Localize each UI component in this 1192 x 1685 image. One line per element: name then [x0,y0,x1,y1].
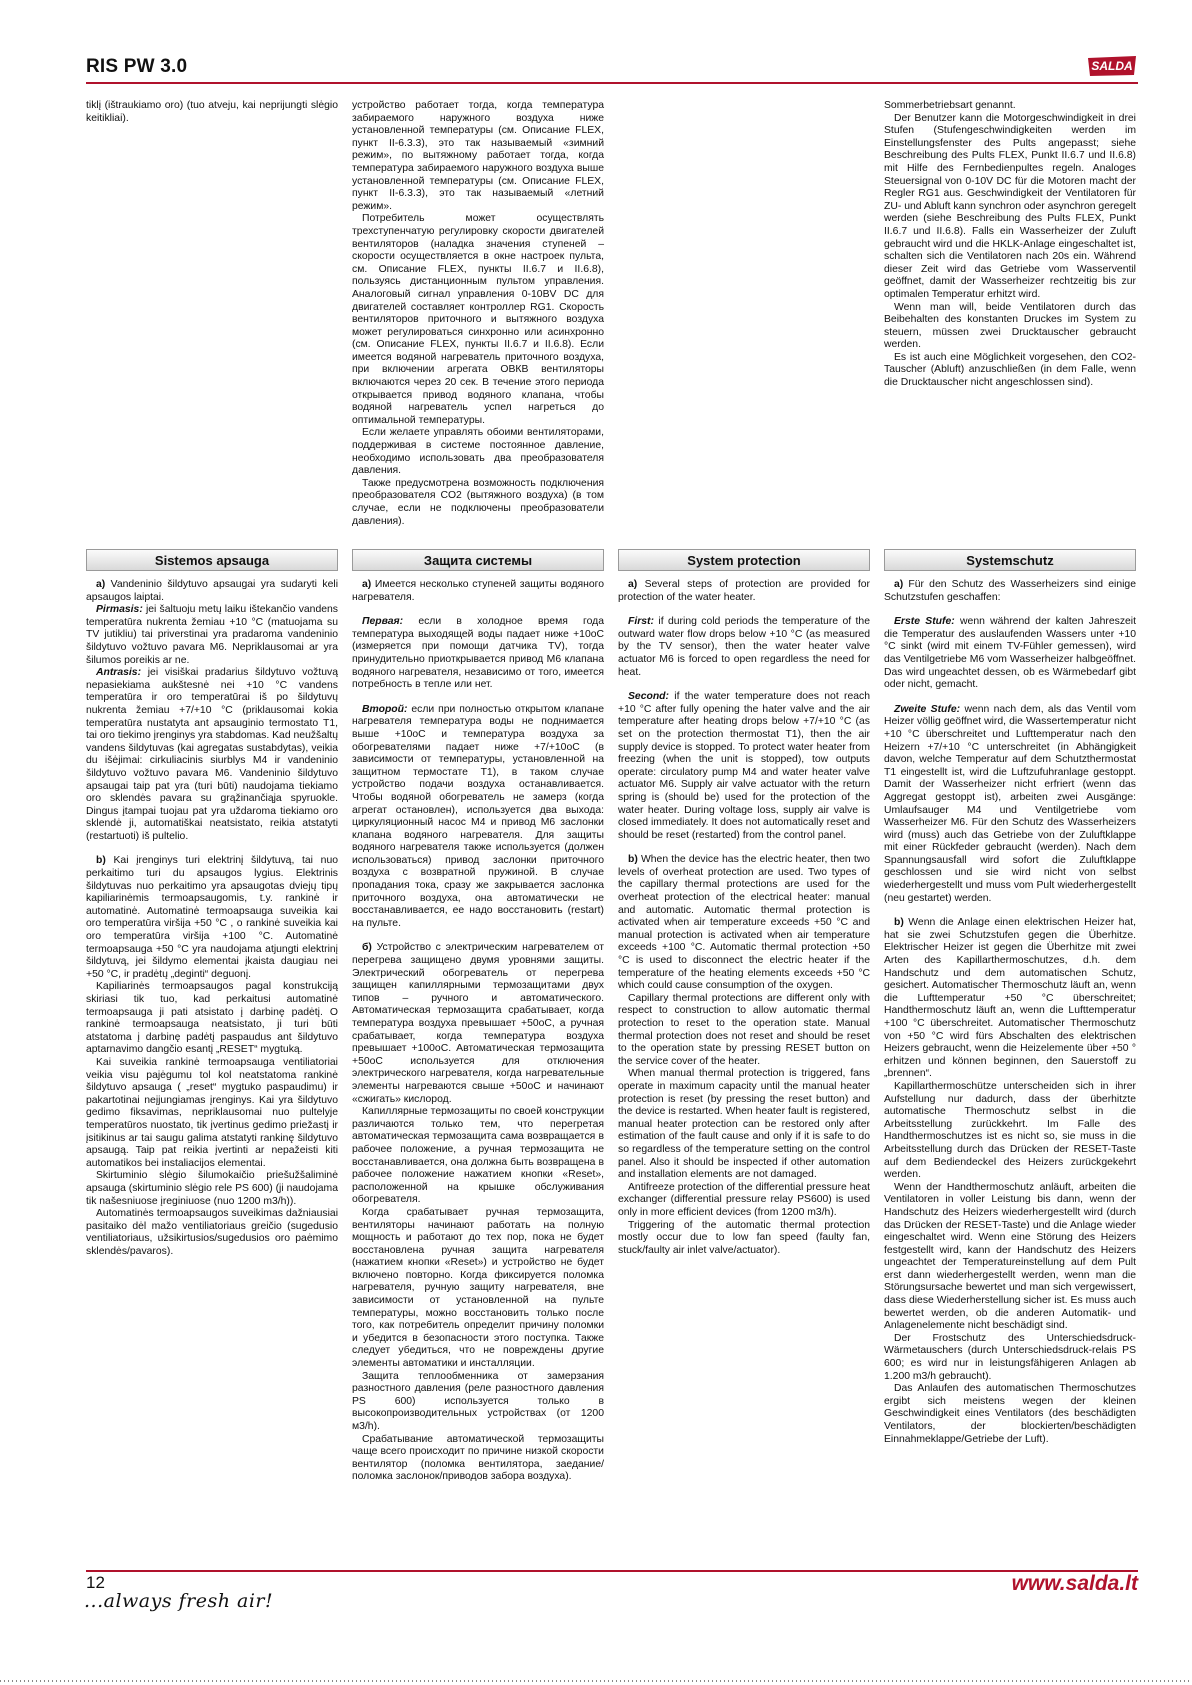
top-text-lt [86,100,338,125]
paragraph: Потребитель может осуществлять трехступенчатую регулировку скорости двигателей вентиляторов (наладка значения ступеней – скорости осуществляется в окне настроек пульта, см. Описание FLEX, пункты II.6.7 и II.6.8), пользуясь дистанционным пультом управления. Аналоговый сигнал управления 0-10BV DC для двигателей составляет контроллер RG1. Скорость вентиляторов приточного и вытяжного воздуха может регулироваться синхронно или асинхронно (см. Описание FLEX, пункты II.6.7 и II.6.8). Если имеется водяной нагреватель приточного воздуха, при включении агрегата ОВКВ вентиляторы включаются через 20 сек. В течение этого периода открывается привод водяного клапана, чтобы водяной нагреватель успел нагреться до оптимальной температуры. [352,213,604,426]
paragraph: wenn während der kalten Jahreszeit die Temperatur des auslaufenden Wassers unter +10 °C sinkt (wird mit einem TV-Fühler gemessen), wird das Ventilgetriebe M6 vom Wasserheizer halbgeöffnet. Das wird ungeachtet dessen, ob es Wärmebedarf gibt oder nicht, gemacht. [884,616,1136,691]
top-text-de [884,100,1136,390]
paragraph: Срабатывание автоматической термозащиты чаще всего происходит по причине низкой скорости вентилятор (поломка вентилятора, заедание/поломка заслонок/приводов забора воздуха). [352,1433,604,1483]
item-label: b) [96,855,106,867]
paragraph: Если желаете управлять обоими вентиляторами, поддерживая в системе постоянное давление, необходимо использовать два преобразователя давления. [352,427,604,477]
paragraph: Wenn der Handthermoschutz anläuft, arbeiten die Ventilatoren in voller Leistung bis dann, wenn der Handschutz des Heizers wiederhergestellt wird (durch das Drücken der RESET-Taste) und die Anlage wieder eingeschaltet wird. Wenn eine Störung des Heizers festgestellt wird, kann der Handschutz des Heizers ungeachtet der Temperatureinstellung auf dem Pult erst dann wiederhergestellt werden, wenn man die Störungsursache bewertet und man sich vergewissert, dass diese Wiederherstellung sicher ist. Es muss auch bewertet werden, ob die anderen Automatik- und Anlagenelemente nicht beschädigt sind. [884,1181,1136,1332]
page-number: 12 [86,1573,105,1592]
document-title: RIS PW 3.0 [86,56,188,77]
paragraph: tiklį (ištraukiamo oro) (tuo atveju, kai neprijungti slėgio keitikliai). [86,100,338,124]
website-link[interactable]: www.salda.lt [1011,1572,1138,1595]
section-title-lt: Sistemos apsauga [86,549,338,571]
paragraph: jei šaltuoju metų laiku ištekančio vandens temperatūra nukrenta žemiau +10 °C (matuojama su TV jutikliu) tai priverstinai yra pradaroma vandeninio šildytuvo vožtuvo pavara M6. Nepriklausomai ar yra šilumos poreikis ar ne. [86,604,338,666]
svg-text:SALDA: SALDA [1091,59,1133,73]
paragraph: if the water temperature does not reach +10 °C after fully opening the hater valve and the air temperature after heating drops below +7/+10 °C (as set on the protection thermostat T1), then the air supply device is stopped. To protect water heater from freezing (when the unit is stopped), tow outputs operate: circulatory pump M4 and water heater valve actuator M6. Supply air valve actuator with the return spring is (should be) used for the protection of the water heater. During voltage loss, supply air valve is closed immediately. It does not automatically reset and should be reset (restarted) from the control panel. [618,691,870,841]
paragraph: Sommerbetriebsart genannt. [884,100,1016,111]
top-text-ru [352,100,604,528]
paragraph: When the device has the electric heater, then two levels of overheat protection are used. Two types of the capillary thermal protections are used for the overheat protection of the electrical heater: manual and automatic. Automatic thermal protection is activated when air temperature exceeds +50 °C and manual protection is activated when air temperature exceeds +100 °C. Automatic thermal protection +50 °C is used to disconnect the electric heater if the temperature of the heating elements exceeds +50 °C which could cause consumption of the oxygen. [618,854,871,992]
section-column-lt [86,579,338,1258]
section-title-en: System protection [618,549,870,571]
paragraph: Der Benutzer kann die Motorgeschwindigkeit in drei Stufen (Stufengeschwindigkeiten werden im Einstellungsfenster des Pults angepasst; siehe Beschreibung des Pults FLEX, Punkt II.6.7 und II.6.8) mit Hilfe des Fernbedienpultes regeln. Analoges Steuersignal von 0-10V DC für die Motoren macht der Regler RG1 aus. Geschwindigkeit der Ventilatoren für ZU- und Abluft kann synchron oder asynchron geregelt werden (siehe Beschreibung des Pults FLEX, Punkt II.6.7 und II.6.8). Falls ein Wasserheizer der Zuluft gebraucht wird und die HKLK-Anlage eingeschaltet ist, schalten sich die Ventilatoren nach 20s ein. Während dieser Zeit wird das Getriebe vom Wasserventil geöffnet, damit der Wasserheizer rechtzeitig bis zur optimalen Temperatur erhitzt wird. [884,112,1136,300]
paragraph: Capillary thermal protections are different only with respect to construction to allow automatic thermal protection to reset to the operation state. Manual thermal protection does not reset and should be reset to the operation state by pressing RESET button on the service cover of the heater. [618,992,870,1067]
paragraph: Vandeninio šildytuvo apsaugai yra sudaryti keli apsaugos laiptai. [86,579,338,603]
paragraph: если в холодное время года температура выходящей воды падает ниже +10oC (измеряется при помощи датчика TV), тогда принудительно приоткрывается привод M6 клапана водяного нагревателя, независимо от того, имеется потребность в тепле или нет. [352,616,604,691]
section-column-de [884,579,1136,1446]
paragraph: Wenn man will, beide Ventilatoren durch das Beibehalten des konstanten Druckes im System zu steuern, müssen zwei Drucktauscher gebraucht werden. [884,301,1136,351]
paragraph: Когда срабатывает ручная термозащита, вентиляторы начинают работать на полную мощность и работают до тех пор, пока не будет восстановлена ручная защита нагревателя (нажатием кнопки «Reset») и устройство не будет включено повторно. Когда фиксируется поломка нагревателя, ручную защиту нагревателя, вне зависимости от установленной на пульте температуры, можно восстановить только после того, как потребитель определит причину поломки и убедится в безопасности этого поступка. Также следует убедиться, что не повреждены другие элементы автоматики и инсталляции. [352,1206,604,1370]
item-label: Pirmasis: [96,604,143,616]
paragraph: Также предусмотрена возможность подключения преобразователя CO2 (вытяжного воздуха) (в том случае, если не подключены преобразователи давления). [352,477,604,527]
item-label: First: [628,616,654,628]
paragraph: Kai suveikia rankinė termoapsauga ventiliatoriai veikia visu pajėgumu tol kol neatstatoma rankinė šildytuvo apsauga ( „reset“ mygtuko paspaudimu) ir pakartotinai neįjungiamas įrenginys. Kai yra šildytuvo gedimo fiksavimas, nepriklausomai nuo pultelyje temperatūros nuostato, tik įvertinus gedimo priežastį ir įsitikinus ar tai saugu galima atstatyti rankinę šildytuvo apsaugą. Taip pat reikia įvertinti ar nepažeisti kiti automatikos bei instaliacijos elementai. [86,1056,338,1169]
paragraph: Kapillarthermoschütze unterscheiden sich in ihrer Aufstellung nur dadurch, dass der überhitzte automatische Thermoschutz selbst in die Arbeitsstellung zurückkehrt. Im Falle des Handthermoschutzes ist es nicht so, sie muss in die Arbeitsstellung durch das Drücken der RESET-Taste auf dem Bediendeckel des Heizers zurückgekehrt werden. [884,1080,1136,1181]
section-column-ru [352,579,604,1484]
paragraph: Triggering of the automatic thermal protection mostly occur due to low fan speed (faulty fan, stuck/faulty air inlet valve/actuator). [618,1219,870,1256]
section-title-ru: Защита системы [352,549,604,571]
paragraph: wenn nach dem, als das Ventil vom Heizer völlig geöffnet wird, die Wassertemperatur nicht +10 °C überschreitet und Lufttemperatur nach den Heizern +7/+10 °C unterschreitet (in Abhängigkeit davon, welche Temperatur auf dem Schutzthermostat T1 eingestellt ist, wird die Luftzufuhranlage gestoppt. Damit der Wasserheizer nicht erfriert (wenn das Aggregat gestoppt ist), arbeiten zwei Ausgänge: Umlaufsauger M4 und Ventilgetriebe vom Wasserheizer M6. Für den Schutz des Wasserheizers wird (muss) auch das Getriebe von der Zuluftklappe mit einer Rückfeder gebraucht (werden). Nach dem Spannungsausfall wird sofort die Zuluftklappe geschlossen und sie wird nicht von selbst wiederhergestellt und muss vom Pult wiederhergestellt (neu gestartet) werden. [884,703,1136,904]
paragraph: Kai įrenginys turi elektrinį šildytuvą, tai nuo perkaitimo turi du apsaugos lygius. Elektrinis šildytuvas nuo perkaitimo yra apsaugotas dviejų tipų kapiliarinėmis termoapsaugomis, t.y. rankinė ir automatinė. Automatinė termoapsauga suveikia kai oro temperatūra viršija +50 °C , o rankinė suveikia kai oro temperatūra viršija +100 °C. Automatinė termoapsauga +50 °C yra naudojama atjungti elektrinį šildytuvą, jei šildymo elementai įkaista daugiau nei +50 °C, ir pradėtų „deginti“ deguonį. [86,855,338,980]
paragraph: Kapiliarinės termoapsaugos pagal konstrukciją skiriasi tik tuo, kad perkaitusi automatinė termoapsauga ji pati atsistato į darbinę padėtį. O rankinė termoapsauga neatsistato, ji turi būti atstatoma į darbinę padėtį paspaudus ant šildytuvo aptarnavimo dangčio esantį „RESET“ mygtuką. [86,981,338,1056]
paragraph: Für den Schutz des Wasserheizers sind einige Schutzstufen geschaffen: [884,579,1136,603]
paragraph: Skirtuminio slėgio šilumokaičio priešužšaliminė apsauga (skirtuminio slėgio rele PS 600) (ji naudojama tik našesniuose įreginiuose (nuo 1200 m3/h)). [86,1170,338,1207]
paragraph: Das Anlaufen des automatischen Thermoschutzes ergibt sich meistens wegen der kleinen Geschwindigkeit eines Ventilators (des beschädigten Ventilators, der blockierten/beschädigten Einnahmeklappe/Getriebe der Luft). [884,1383,1136,1445]
salda-logo [1086,54,1138,78]
paragraph: Wenn die Anlage einen elektrischen Heizer hat, hat sie zwei Schutzstufen gegen die Überhitze. Elektrischer Heizer ist gegen die Überhitze mit zwei Arten des Kapillarthermoschutzes, d.h. dem Handschutz und dem automatischen Schutz, gesichert. Automatischer Thermoschutz läuft an, wenn die Lufttemperatur +50 °C überschreitet; Handthermoschutz läuft an, wenn die Lufttemperatur +100 °C überschreitet. Automatischer Thermoschutz von +50 °C wird fürs Abschalten des elektrischen Heizers gebraucht, wenn die Heizelemente über +50 ° erhitzen und können beginnen, den Sauerstoff zu „brennen“. [884,917,1136,1080]
section-title-de: Systemschutz [884,549,1136,571]
paragraph: Der Frostschutz des Unterschiedsdruck-Wärmetauschers (durch Unterschiedsdruck-relais PS 600; es wird nur in leistungsfähigeren Anlagen ab 1.200 m3/h gebraucht). [884,1332,1136,1382]
paragraph: Antifreeze protection of the differential pressure heat exchanger (differential pressure relay PS600) is used only in more efficient devices (from 1200 m3/h). [618,1181,870,1218]
paragraph: Es ist auch eine Möglichkeit vorgesehen, den CO2-Tauscher (Abluft) anzuschließen (in dem Falle, wenn die Drucktauscher nicht angeschlossen sind). [884,351,1136,389]
paragraph: if during cold periods the temperature of the outward water flow drops below +10 °C (as measured by the TV sensor), then the water heater valve actuator M6 is forced to open regardless the need for heat. [618,616,870,678]
paragraph: Капиллярные термозащиты по своей конструкции различаются только тем, что перегретая автоматическая термозащита сама возвращается в рабочее положение, а ручная термозащита не восстанавливается, она должна быть возвращена в рабочее положение нажатием кнопки «Reset», расположенной на крышке обслуживания обогревателя. [352,1106,604,1206]
paragraph: jei visiškai pradarius šildytuvo vožtuvą nepasiekiama aukštesnė nei +10 °C vandens temperatūra ir oro temperatūrai iš po šildytuvų nukrenta žemiau +7/+10 °C (priklausomai kokia temperatūra nustatyta ant apsauginio termostato T1, tai oro tiekimo įrenginys yra stabdomas. Kad neužšaltų vandens šildytuvas (kai agregatas sustabdytas), veikia du išėjimai: cirkuliacinis siurblys M4 ir vandeninio šildytuvo vožtuvo pavara M6. Vandeninio šildytuvo apsaugai taip pat yra (turi būti) naudojama tiekiamo oro sklendės pavara su grąžinančiąja spyruokle. Dingus įtampai tuojau pat yra uždaroma tiekiamo oro sklendė ji, automatiškai neatsistato, reikia atstatyti (restartuoti) iš pultelio. [86,667,338,842]
slogan: ...always fresh air! [84,1590,274,1612]
item-label: b) [894,917,904,929]
paragraph: Several steps of protection are provided for protection of the water heater. [618,579,870,603]
page-header [86,54,1138,82]
item-label: Antrasis: [96,667,142,679]
item-label: а) [362,579,372,590]
item-label: a) [96,579,106,590]
paragraph: Automatinės termoapsaugos suveikimas dažniausiai pasitaiko dėl mažo ventiliatoriaus greičio (sugedusio ventiliatoriaus, užsikirtusios/sugedusios oro paėmimo sklendės/pavaros). [86,1208,338,1257]
paragraph: Устройство с электрическим нагревателем от перегрева защищено двумя уровнями защиты. Электрический обогреватель от перегрева защищен капиллярными термозащитами двух типов – ручного и автоматического. Автоматическая термозащита срабатывает, когда температура воздуха превышает +50oC, а ручная срабатывает, когда температура воздуха превышает +100oC. Автоматическая термозащита +50oC используется для отключения электрического нагревателя, когда нагревательные элементы нагреваются свыше +50oC и начинают «сжигать» кислород. [352,942,604,1105]
footer-rule [86,1570,1138,1572]
item-label: Erste Stufe: [894,616,955,628]
item-label: a) [894,579,904,590]
header-rule [86,82,1138,84]
item-label: b) [628,854,638,866]
item-label: б) [362,942,372,954]
paragraph: устройство работает тогда, когда температура забираемого наружного воздуха ниже установленной температуры (см. Описание FLEX, пункт II-6.3.3), это так называемый «зимний режим», по вытяжному работает тогда, когда температура забираемого наружного воздуха выше установленной температуры (см. Описание FLEX, пункт II-6.3.3), это так называемый «летний режим». [352,100,604,212]
section-column-en [618,579,870,1257]
page-edge-dots [0,1680,1192,1682]
item-label: Первая: [362,616,404,628]
paragraph: When manual thermal protection is triggered, fans operate in maximum capacity until the manual heater protection is reset (by pressing the reset button) and the device is restarted. When heater fault is registered, manual heater protection can be restored only after estimation of the fault cause and only if it is safe to do so regardless of the temperature setting on the control panel. Also it should be inspected if other automation and installation elements are not damaged. [618,1068,870,1181]
item-label: Второй: [362,703,408,715]
item-label: Second: [628,691,669,703]
paragraph: если при полностью открытом клапане нагревателя температура воды не поднимается выше +10oC и температура воздуха за обогревателями падает ниже +7/+10oC (в зависимости от температуры, установленной на защитном термостате T1), в таком случае устройство подачи воздуха останавливается. Чтобы водяной обогреватель не замерз (когда агрегат остановлен), используется два выхода: циркуляционный насос M4 и привод M6 заслонки клапана водяного нагревателя. Для защиты водяного нагревателя также используется (должен использоваться) привод заслонки приточного воздуха с возвратной пружиной. В случае пропадания тока, сразу же закрывается заслонка приточного воздуха, она автоматически не восстанавливается, ее надо восстановить (restart) на пульте. [352,703,605,929]
item-label: Zweite Stufe: [894,703,961,715]
item-label: a) [628,579,638,590]
paragraph: Защита теплообменника от замерзания разностного давления (реле разностного давления PS 600) используется только в высокопроизводительных устройствах (от 1200 м3/h). [352,1370,604,1432]
paragraph: Имеется несколько ступеней защиты водяного нагревателя. [352,579,605,603]
